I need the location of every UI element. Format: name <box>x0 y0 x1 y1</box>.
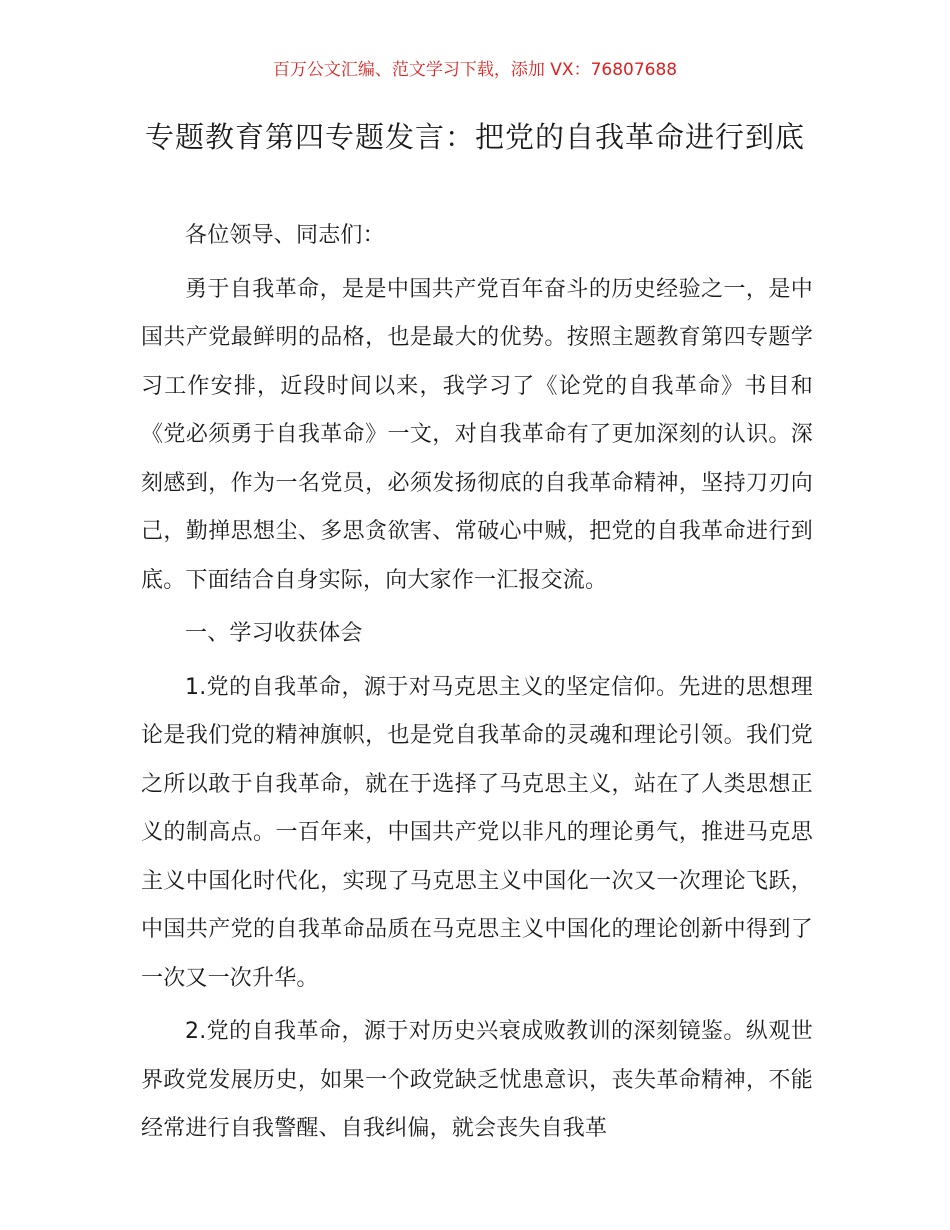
header-banner: 百万公文汇编、范文学习下载，添加 VX：76807688 <box>272 60 678 80</box>
greeting-paragraph: 各位领导、同志们： <box>185 223 385 248</box>
point-1-paragraph: 1.党的自我革命，源于对马克思主义的坚定信仰。先进的思想理论是我们党的精神旗帜，也是党自我革命的灵魂和理论引领。我们党之所以敢于自我革命，就在于选择了马克思主义，站在了人类思想正义的制高点。一百年来，中国共产党以非凡的理论勇气，推进马克思主义中国化时代化，实现了马克思主义中国化一次又一次理论飞跃，中国共产党的自我革命品质在马克思主义中国化的理论创新中得到了一次又一次升华。 <box>141 674 813 991</box>
document-body <box>141 212 813 1159</box>
section-heading: 一、学习收获体会 <box>185 621 363 646</box>
point-2-paragraph: 2.党的自我革命，源于对历史兴衰成败教训的深刻镜鉴。纵观世界政党发展历史，如果一个政党缺乏忧患意识，丧失革命精神，不能经常进行自我警醒、自我纠偏，就会丧失自我革 <box>141 1019 813 1141</box>
intro-paragraph: 勇于自我革命，是是中国共产党百年奋斗的历史经验之一，是中国共产党最鲜明的品格，也是最大的优势。按照主题教育第四专题学习工作安排，近段时间以来，我学习了《论党的自我革命》书目和《党必须勇于自我革命》一文，对自我革命有了更加深刻的认识。深刻感到，作为一名党员，必须发扬彻底的自我革命精神，坚持刀刃向己，勤掸思想尘、多思贪欲害、常破心中贼，把党的自我革命进行到底。下面结合自身实际，向大家作一汇报交流。 <box>141 276 813 593</box>
document-title: 专题教育第四专题发言：把党的自我革命进行到底 <box>144 120 805 154</box>
